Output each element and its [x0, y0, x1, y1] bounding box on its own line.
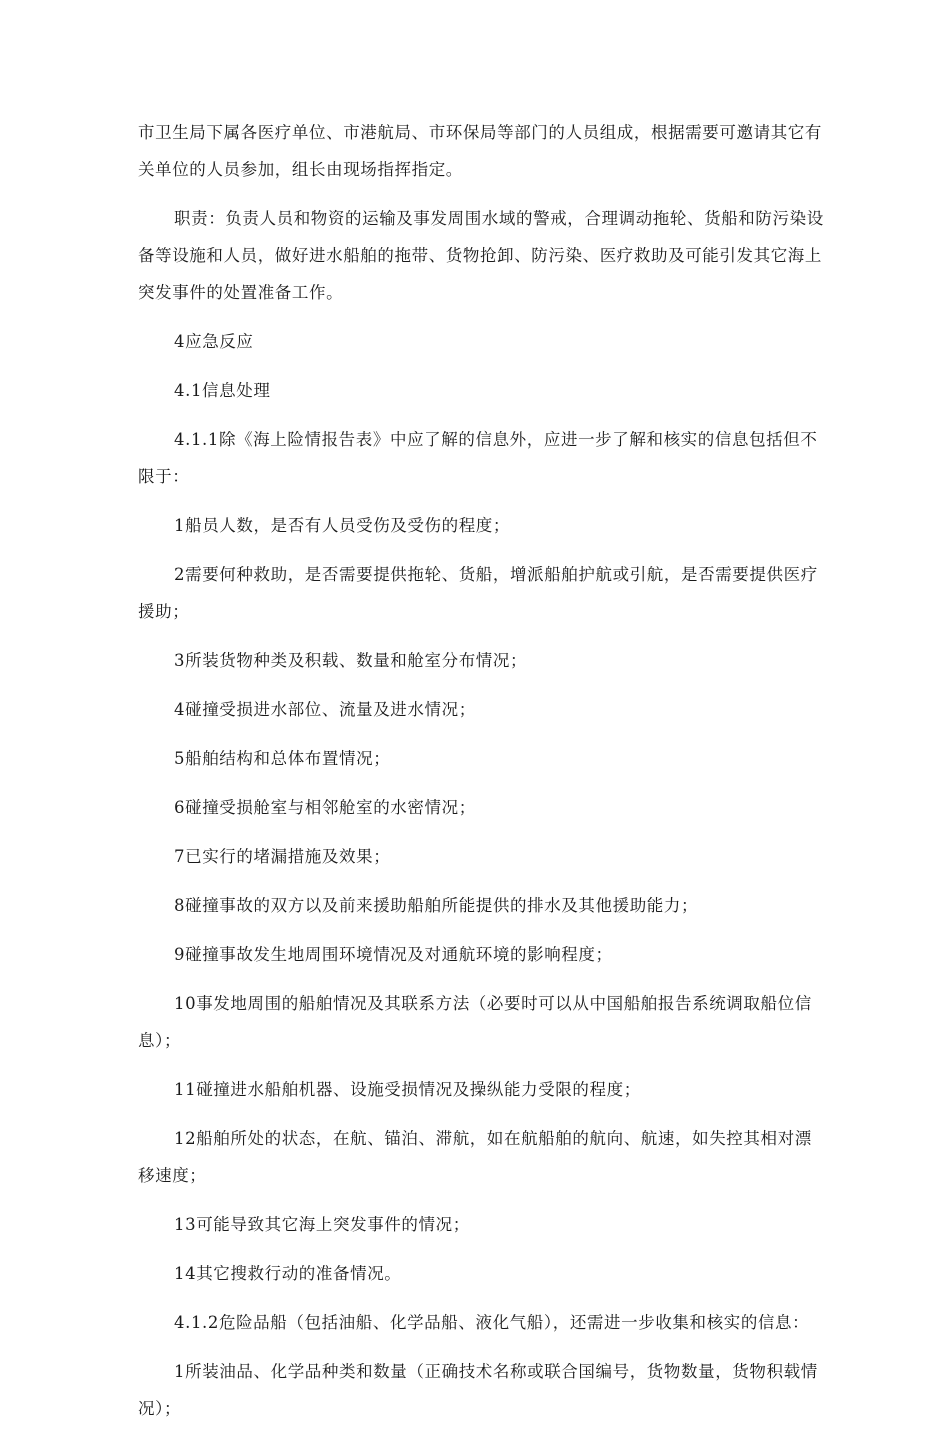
list-item: 2需要何种救助，是否需要提供拖轮、货船，增派船舶护航或引航，是否需要提供医疗援助；: [138, 565, 818, 621]
paragraph: 职责：负责人员和物资的运输及事发周围水域的警戒，合理调动拖轮、货船和防污染设备等设施和人员，做好进水船舶的拖带、货物抢卸、防污染、医疗救助及可能引发其它海上突发事件的处置准备工作。: [138, 209, 824, 302]
list-item: 1船员人数，是否有人员受伤及受伤的程度；: [174, 516, 510, 535]
paragraph: 4.1.1除《海上险情报告表》中应了解的信息外，应进一步了解和核实的信息包括但不限于：: [138, 430, 818, 486]
list-item: 1所装油品、化学品种类和数量（正确技术名称或联合国编号，货物数量，货物积载情况）；: [138, 1362, 818, 1418]
list-item: 14其它搜救行动的准备情况。: [174, 1264, 402, 1283]
list-item: 13可能导致其它海上突发事件的情况；: [174, 1215, 470, 1234]
list-item: 4碰撞受损进水部位、流量及进水情况；: [174, 700, 476, 719]
paragraph: 4.1.2危险品船（包括油船、化学品船、液化气船），还需进一步收集和核实的信息：: [174, 1313, 810, 1332]
list-item: 9碰撞事故发生地周围环境情况及对通航环境的影响程度；: [174, 945, 613, 964]
list-item: 10事发地周围的船舶情况及其联系方法（必要时可以从中国船舶报告系统调取船位信息）；: [138, 994, 812, 1050]
list-item: 8碰撞事故的双方以及前来援助船舶所能提供的排水及其他援助能力；: [174, 896, 699, 915]
list-item: 5船舶结构和总体布置情况；: [174, 749, 391, 768]
list-item: 7已实行的堵漏措施及效果；: [174, 847, 391, 866]
section-heading: 4应急反应: [174, 332, 254, 351]
section-heading: 4.1信息处理: [174, 381, 271, 400]
paragraph: 市卫生局下属各医疗单位、市港航局、市环保局等部门的人员组成，根据需要可邀请其它有关单位的人员参加，组长由现场指挥指定。: [138, 123, 822, 179]
list-item: 6碰撞受损舱室与相邻舱室的水密情况；: [174, 798, 476, 817]
list-item: 11碰撞进水船舶机器、设施受损情况及操纵能力受限的程度；: [174, 1080, 641, 1099]
list-item: 3所装货物种类及积载、数量和舱室分布情况；: [174, 651, 528, 670]
list-item: 12船舶所处的状态，在航、锚泊、滞航，如在航船舶的航向、航速，如失控其相对漂移速度；: [138, 1129, 812, 1185]
document-body: [138, 114, 824, 1439]
